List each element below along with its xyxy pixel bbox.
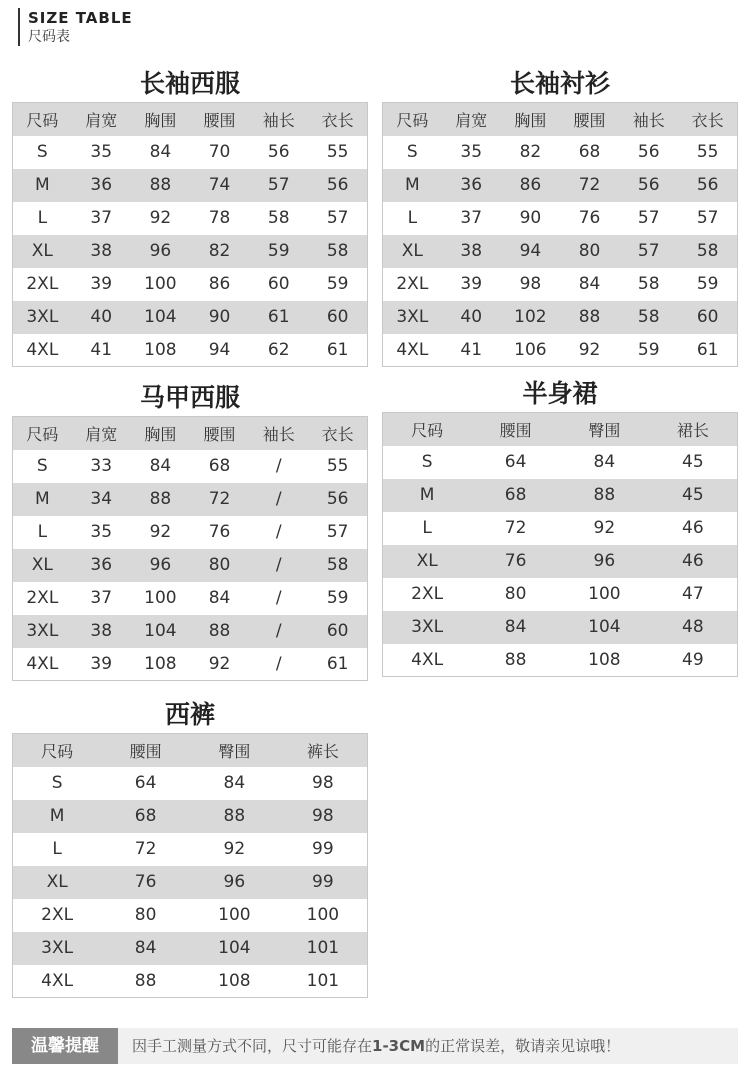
size-cell: M <box>404 175 420 195</box>
table-row <box>13 549 368 582</box>
size-cell: XL <box>401 241 423 261</box>
notice-label: 温馨提醒 <box>12 1028 118 1064</box>
measurement-cell: 68 <box>134 806 157 826</box>
table-row <box>13 582 368 615</box>
measurement-cell: 58 <box>326 241 349 261</box>
measurement-cell: 84 <box>578 274 601 294</box>
table-row <box>383 578 738 611</box>
measurement-cell: 61 <box>267 307 290 327</box>
measurement-cell: 92 <box>223 839 246 859</box>
measurement-cell: 90 <box>519 208 542 228</box>
column-header: 袖长 <box>632 110 665 130</box>
measurement-cell: 104 <box>144 621 177 641</box>
measurement-cell: 36 <box>460 175 483 195</box>
measurement-cell: / <box>275 555 282 575</box>
size-cell: 3XL <box>396 307 429 327</box>
measurement-cell: 86 <box>519 175 542 195</box>
measurement-cell: 35 <box>90 522 113 542</box>
measurement-cell: 37 <box>90 208 113 228</box>
measurement-cell: 84 <box>149 142 172 162</box>
measurement-cell: 88 <box>578 307 601 327</box>
table-row <box>383 644 738 677</box>
measurement-cell: 56 <box>696 175 719 195</box>
measurement-cell: 102 <box>514 307 547 327</box>
measurement-cell: 58 <box>637 307 660 327</box>
size-cell: 2XL <box>26 274 59 294</box>
measurement-cell: / <box>275 489 282 509</box>
measurement-cell: 34 <box>90 489 113 509</box>
measurement-cell: 55 <box>326 456 349 476</box>
size-cell: M <box>34 175 50 195</box>
column-header: 尺码 <box>411 420 444 440</box>
measurement-cell: 100 <box>144 588 177 608</box>
table-row <box>13 516 368 549</box>
measurement-cell: 104 <box>144 307 177 327</box>
measurement-cell: 76 <box>208 522 231 542</box>
measurement-cell: 58 <box>267 208 290 228</box>
measurement-cell: 94 <box>519 241 542 261</box>
size-cell: S <box>406 142 418 162</box>
measurement-cell: 64 <box>134 773 157 793</box>
table-row <box>383 169 738 202</box>
measurement-cell: 38 <box>90 241 113 261</box>
measurement-cell: 37 <box>90 588 113 608</box>
size-cell: L <box>37 522 48 542</box>
measurement-cell: 70 <box>208 142 231 162</box>
table-row <box>13 932 368 965</box>
measurement-cell: 88 <box>134 970 157 991</box>
measurement-cell: 74 <box>208 175 231 195</box>
table-row <box>383 235 738 268</box>
size-table <box>12 733 368 998</box>
table-row <box>13 615 368 648</box>
measurement-cell: 59 <box>637 339 660 360</box>
measurement-cell: 59 <box>696 274 719 294</box>
measurement-cell: / <box>275 522 282 542</box>
measurement-cell: 45 <box>682 452 704 472</box>
measurement-cell: 84 <box>504 617 527 637</box>
measurement-cell: 61 <box>326 339 349 360</box>
measurement-cell: 38 <box>460 241 483 261</box>
table-row <box>13 450 368 483</box>
measurement-cell: 92 <box>593 518 616 538</box>
column-header: 臀围 <box>588 420 621 440</box>
size-cell: 3XL <box>41 938 74 958</box>
size-cell: 3XL <box>26 307 59 327</box>
measurement-cell: 37 <box>460 208 483 228</box>
table-row <box>13 268 368 301</box>
table-row <box>13 767 368 800</box>
measurement-cell: 59 <box>326 274 349 294</box>
column-header: 袖长 <box>262 110 295 130</box>
size-cell: S <box>36 142 48 162</box>
measurement-cell: 98 <box>312 773 334 793</box>
table-row <box>383 334 738 367</box>
measurement-cell: 49 <box>682 649 704 670</box>
size-cell: M <box>34 489 50 509</box>
measurement-cell: 39 <box>460 274 483 294</box>
measurement-cell: 80 <box>578 241 601 261</box>
measurement-cell: 39 <box>90 274 113 294</box>
table-row <box>383 202 738 235</box>
measurement-cell: 104 <box>218 938 251 958</box>
table-block-long-sleeve-shirt <box>382 66 738 367</box>
size-cell: S <box>51 773 63 793</box>
size-cell: XL <box>31 241 53 261</box>
measurement-cell: / <box>275 588 282 608</box>
measurement-cell: 84 <box>134 938 157 958</box>
size-cell: M <box>49 806 65 826</box>
size-cell: 4XL <box>41 970 74 991</box>
column-header: 腰围 <box>203 110 236 130</box>
measurement-cell: 80 <box>208 555 231 575</box>
measurement-cell: 59 <box>267 241 290 261</box>
measurement-cell: 98 <box>312 806 334 826</box>
measurement-cell: 58 <box>696 241 719 261</box>
column-header: 腰围 <box>129 741 162 761</box>
measurement-cell: 60 <box>326 621 349 641</box>
measurement-cell: 108 <box>218 970 251 991</box>
measurement-cell: 39 <box>90 653 113 674</box>
measurement-cell: 68 <box>208 456 231 476</box>
measurement-cell: 40 <box>90 307 113 327</box>
size-cell: 4XL <box>26 653 59 674</box>
measurement-cell: 64 <box>504 452 527 472</box>
measurement-cell: 84 <box>208 588 231 608</box>
table-row <box>383 512 738 545</box>
measurement-cell: 86 <box>208 274 231 294</box>
size-cell: 3XL <box>26 621 59 641</box>
measurement-cell: 72 <box>208 489 231 509</box>
measurement-cell: 88 <box>223 806 246 826</box>
table-title: 半身裙 <box>522 379 598 408</box>
size-cell: L <box>422 518 432 538</box>
measurement-cell: 46 <box>682 518 704 538</box>
measurement-cell: 80 <box>504 584 527 604</box>
table-header-row <box>13 103 368 136</box>
column-header: 尺码 <box>41 741 74 761</box>
measurement-cell: 35 <box>90 142 113 162</box>
size-cell: 3XL <box>411 617 444 637</box>
measurement-cell: 56 <box>637 142 660 162</box>
measurement-cell: 41 <box>460 339 483 360</box>
measurement-cell: 68 <box>578 142 601 162</box>
column-header: 尺码 <box>396 110 429 130</box>
table-row <box>13 301 368 334</box>
measurement-cell: 72 <box>578 175 601 195</box>
size-cell: L <box>52 839 62 859</box>
measurement-cell: 58 <box>326 555 349 575</box>
measurement-cell: 33 <box>90 456 113 476</box>
column-header: 裤长 <box>306 741 339 761</box>
column-header: 臀围 <box>218 741 251 761</box>
header-title-en: SIZE TABLE <box>28 9 133 27</box>
size-cell: L <box>37 208 48 228</box>
table-row <box>383 479 738 512</box>
measurement-cell: / <box>275 621 282 641</box>
column-header: 尺码 <box>26 110 59 130</box>
measurement-cell: 57 <box>326 208 349 228</box>
column-header: 胸围 <box>514 110 547 130</box>
measurement-cell: 47 <box>682 584 704 604</box>
table-title: 长袖西服 <box>139 69 240 98</box>
measurement-cell: 36 <box>90 175 113 195</box>
table-title: 长袖衬衫 <box>509 69 610 98</box>
column-header: 衣长 <box>321 110 354 130</box>
measurement-cell: 78 <box>208 208 231 228</box>
size-cell: 2XL <box>26 588 59 608</box>
table-block-vest-suit <box>12 380 368 681</box>
measurement-cell: 56 <box>267 142 290 162</box>
measurement-cell: / <box>275 653 282 674</box>
measurement-cell: 106 <box>514 339 547 360</box>
measurement-cell: 60 <box>696 307 719 327</box>
measurement-cell: 56 <box>326 175 349 195</box>
measurement-cell: 82 <box>208 241 231 261</box>
measurement-cell: 88 <box>593 485 616 505</box>
measurement-cell: 61 <box>326 653 349 674</box>
table-row <box>383 545 738 578</box>
table-row <box>383 301 738 334</box>
measurement-cell: 84 <box>223 773 246 793</box>
table-row <box>383 268 738 301</box>
measurement-cell: 92 <box>578 339 601 360</box>
measurement-cell: 76 <box>134 872 157 892</box>
measurement-cell: 101 <box>306 970 340 991</box>
measurement-cell: 99 <box>312 839 334 859</box>
size-cell: 2XL <box>41 905 74 925</box>
table-row <box>13 136 368 169</box>
measurement-cell: 104 <box>588 617 621 637</box>
size-table <box>382 412 738 677</box>
measurement-cell: 108 <box>144 653 177 674</box>
table-row <box>13 648 368 681</box>
size-cell: 4XL <box>396 339 429 360</box>
measurement-cell: 40 <box>460 307 483 327</box>
measurement-cell: 88 <box>149 175 172 195</box>
size-cell: 2XL <box>396 274 429 294</box>
measurement-cell: 57 <box>326 522 349 542</box>
measurement-cell: 62 <box>267 339 290 360</box>
measurement-cell: 46 <box>682 551 704 571</box>
measurement-cell: 96 <box>593 551 616 571</box>
measurement-cell: 100 <box>306 905 340 925</box>
column-header: 肩宽 <box>85 424 118 444</box>
measurement-cell: 72 <box>504 518 527 538</box>
table-row <box>13 334 368 367</box>
measurement-cell: 60 <box>326 307 349 327</box>
column-header: 胸围 <box>144 110 177 130</box>
column-header: 肩宽 <box>455 110 488 130</box>
size-cell: XL <box>46 872 68 892</box>
measurement-cell: 59 <box>326 588 349 608</box>
measurement-cell: 88 <box>208 621 231 641</box>
size-cell: XL <box>416 551 438 571</box>
measurement-cell: 68 <box>504 485 527 505</box>
measurement-cell: 57 <box>637 208 660 228</box>
column-header: 肩宽 <box>85 110 118 130</box>
size-cell: S <box>36 456 48 476</box>
table-row <box>13 800 368 833</box>
table-header-row <box>383 103 738 136</box>
measurement-cell: 58 <box>637 274 660 294</box>
size-cell: 4XL <box>26 339 59 360</box>
column-header: 尺码 <box>26 424 59 444</box>
table-block-trousers <box>12 697 368 998</box>
column-header: 裙长 <box>676 420 709 440</box>
measurement-cell: 57 <box>267 175 290 195</box>
table-header-row <box>13 417 368 450</box>
measurement-cell: 98 <box>519 274 542 294</box>
measurement-cell: 55 <box>696 142 719 162</box>
measurement-cell: 100 <box>144 274 177 294</box>
column-header: 衣长 <box>321 424 354 444</box>
table-row <box>383 446 738 479</box>
table-row <box>13 965 368 998</box>
size-cell: 4XL <box>411 649 444 670</box>
table-title: 西裤 <box>164 700 215 729</box>
size-cell: 2XL <box>411 584 444 604</box>
measurement-cell: 96 <box>223 872 246 892</box>
measurement-cell: 76 <box>578 208 601 228</box>
measurement-cell: 84 <box>149 456 172 476</box>
table-row <box>13 202 368 235</box>
measurement-cell: 36 <box>90 555 113 575</box>
measurement-cell: 56 <box>326 489 349 509</box>
table-header-row <box>383 413 738 446</box>
column-header: 腰围 <box>573 110 606 130</box>
measurement-cell: 45 <box>682 485 704 505</box>
size-table-header <box>18 8 133 46</box>
measurement-cell: 57 <box>696 208 719 228</box>
table-row <box>13 235 368 268</box>
measurement-cell: / <box>275 456 282 476</box>
size-cell: M <box>419 485 435 505</box>
measurement-cell: 108 <box>144 339 177 360</box>
measurement-cell: 41 <box>90 339 113 360</box>
column-header: 腰围 <box>499 420 532 440</box>
measurement-cell: 88 <box>149 489 172 509</box>
measurement-cell: 99 <box>312 872 334 892</box>
size-cell: L <box>407 208 418 228</box>
table-title: 马甲西服 <box>139 383 240 412</box>
measurement-cell: 84 <box>593 452 616 472</box>
measurement-cell: 101 <box>306 938 340 958</box>
table-row <box>13 866 368 899</box>
size-table <box>12 416 368 681</box>
measurement-cell: 57 <box>637 241 660 261</box>
size-cell: XL <box>31 555 53 575</box>
table-row <box>13 169 368 202</box>
table-header-row <box>13 734 368 767</box>
measurement-cell: 90 <box>208 307 231 327</box>
measurement-cell: 96 <box>149 555 172 575</box>
size-table <box>382 102 738 367</box>
notice-text: 因手工测量方式不同，尺寸可能存在1-3CM的正常误差，敬请亲见谅哦！ <box>118 1028 738 1064</box>
table-block-long-sleeve-suit <box>12 66 368 367</box>
column-header: 袖长 <box>262 424 295 444</box>
measurement-cell: 35 <box>460 142 483 162</box>
measurement-cell: 88 <box>504 649 527 670</box>
size-cell: S <box>421 452 433 472</box>
size-table <box>12 102 368 367</box>
table-row <box>383 611 738 644</box>
measurement-cell: 80 <box>134 905 157 925</box>
measurement-cell: 100 <box>588 584 621 604</box>
measurement-cell: 56 <box>637 175 660 195</box>
measurement-cell: 92 <box>149 208 172 228</box>
table-row <box>383 136 738 169</box>
measurement-cell: 82 <box>519 142 542 162</box>
measurement-cell: 96 <box>149 241 172 261</box>
table-row <box>13 899 368 932</box>
measurement-cell: 108 <box>588 649 621 670</box>
column-header: 腰围 <box>203 424 236 444</box>
measurement-cell: 76 <box>504 551 527 571</box>
table-row <box>13 483 368 516</box>
header-title-cn: 尺码表 <box>28 29 70 45</box>
measurement-cell: 94 <box>208 339 231 360</box>
notice-bar <box>12 1028 738 1064</box>
measurement-cell: 72 <box>134 839 157 859</box>
table-block-skirt <box>382 376 738 677</box>
notice-emphasis: 1-3CM <box>372 1037 426 1055</box>
measurement-cell: 38 <box>90 621 113 641</box>
column-header: 衣长 <box>691 110 724 130</box>
measurement-cell: 100 <box>218 905 251 925</box>
column-header: 胸围 <box>144 424 177 444</box>
measurement-cell: 92 <box>149 522 172 542</box>
measurement-cell: 55 <box>326 142 349 162</box>
measurement-cell: 48 <box>682 617 704 637</box>
measurement-cell: 92 <box>208 653 231 674</box>
measurement-cell: 61 <box>696 339 719 360</box>
measurement-cell: 60 <box>267 274 290 294</box>
table-row <box>13 833 368 866</box>
